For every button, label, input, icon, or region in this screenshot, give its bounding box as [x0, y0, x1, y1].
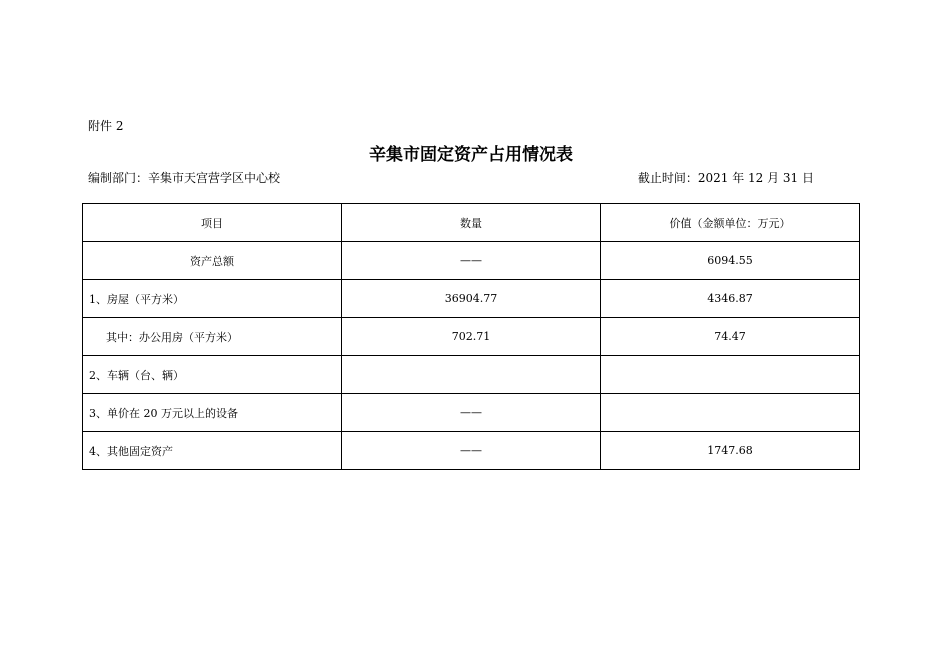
row-item: 4、其他固定资产 — [83, 432, 342, 470]
table-row — [83, 432, 860, 470]
row-quantity — [342, 356, 601, 394]
attachment-label: 附件 2 — [88, 119, 124, 133]
row-value — [601, 356, 860, 394]
row-item: 2、车辆（台、辆） — [83, 356, 342, 394]
row-value: 74.47 — [601, 318, 860, 356]
row-item: 资产总额 — [83, 242, 342, 280]
row-quantity: 702.71 — [342, 318, 601, 356]
document-title: 辛集市固定资产占用情况表 — [369, 145, 573, 165]
row-value — [601, 394, 860, 432]
header-value: 价值（金额单位：万元） — [601, 204, 860, 242]
row-item: 其中：办公用房（平方米） — [83, 318, 342, 356]
row-quantity: 36904.77 — [342, 280, 601, 318]
row-value: 1747.68 — [601, 432, 860, 470]
table-row — [83, 280, 860, 318]
row-quantity: —— — [342, 394, 601, 432]
table-row — [83, 356, 860, 394]
row-quantity: —— — [342, 432, 601, 470]
table-row — [83, 394, 860, 432]
table-header-row — [83, 204, 860, 242]
asset-table — [82, 203, 860, 470]
department-label: 编制部门：辛集市天宫营学区中心校 — [88, 171, 281, 185]
row-value: 4346.87 — [601, 280, 860, 318]
deadline-label: 截止时间：2021 年 12 月 31 日 — [637, 171, 814, 185]
row-value: 6094.55 — [601, 242, 860, 280]
table-row — [83, 318, 860, 356]
table-row — [83, 242, 860, 280]
row-item: 1、房屋（平方米） — [83, 280, 342, 318]
row-item: 3、单价在 20 万元以上的设备 — [83, 394, 342, 432]
header-quantity: 数量 — [342, 204, 601, 242]
row-quantity: —— — [342, 242, 601, 280]
header-item: 项目 — [83, 204, 342, 242]
